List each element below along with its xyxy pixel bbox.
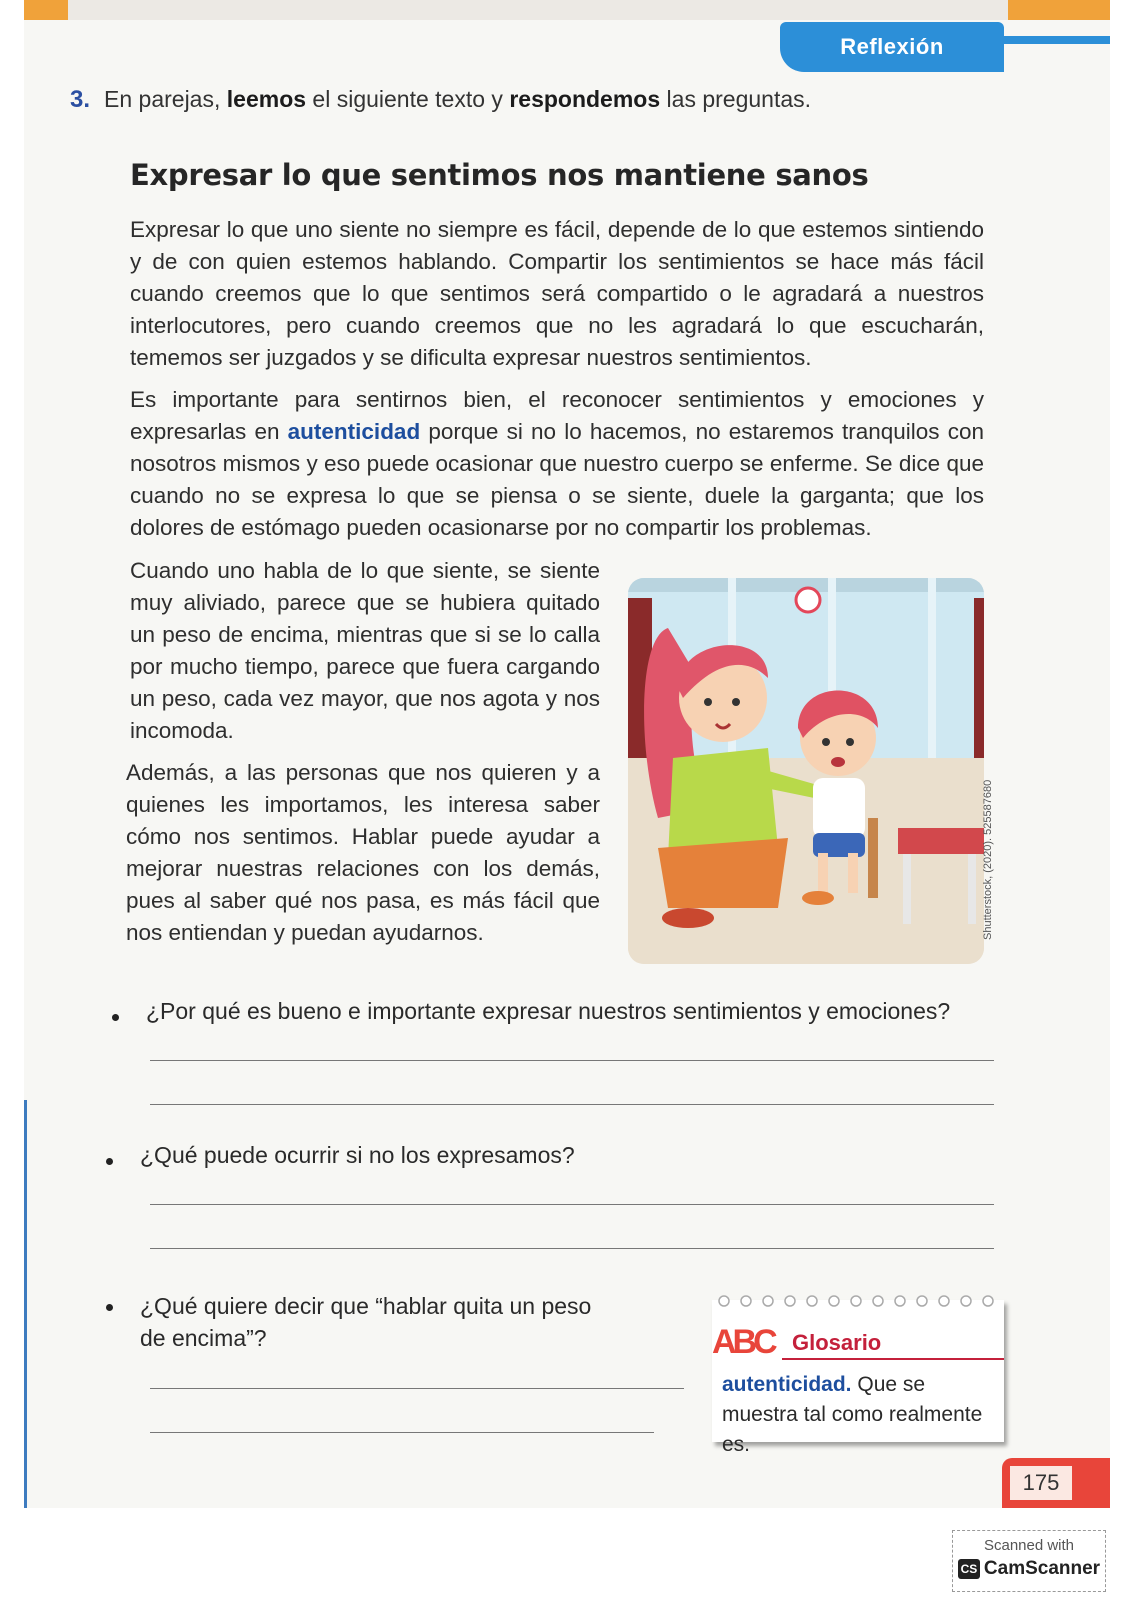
answer-line[interactable] <box>150 1432 654 1433</box>
instruction-bold: respondemos <box>509 86 661 112</box>
camscanner-logo-icon: CS <box>958 1559 980 1579</box>
glossary-definition: Que se muestra tal como realmente es. <box>722 1373 983 1456</box>
instruction-text: el siguiente texto y <box>306 86 510 112</box>
paragraph-1: Expresar lo que uno siente no siempre es fácil, depende de lo que estemos sintiendo y de con quien estemos hablando. Compartir los sentimientos se hace más fácil cuando creemos que lo que sentimos será compartido o le agradará a nuestros interlocutores, pero cuando creemos que no les agradará lo que escucharán, tememos ser juzgados y se dificulta expresar nuestros sentimientos. <box>130 217 984 370</box>
glossary-title: Glosario <box>792 1330 882 1355</box>
answer-line[interactable] <box>150 1104 994 1105</box>
bullet <box>106 1158 113 1165</box>
activity-number: 3. <box>70 86 91 113</box>
paragraph-4: Además, a las personas que nos quieren y a quienes les importamos, les interesa saber cómo nos sentimos. Hablar puede ayudar a mejorar nuestras relaciones con los demás, pues al saber qué nos pasa, es más fácil que nos entiendan y puedan ayudarnos. <box>126 760 600 945</box>
brand-name: CamScanner <box>983 1558 1101 1579</box>
instruction-text: En parejas, <box>104 86 227 112</box>
activity-instruction <box>70 86 811 114</box>
question-3: ¿Qué quiere decir que “hablar quita un peso de encima”? <box>140 1293 592 1351</box>
paragraph-text: Es importante para sentirnos bien, el reconocer sentimientos y emociones y expresarlas en <box>130 387 984 444</box>
section-tab: Reflexión <box>780 22 1004 72</box>
top-decor-right <box>1008 0 1110 20</box>
question-2: ¿Qué puede ocurrir si no los expresamos? <box>140 1142 575 1168</box>
bullet <box>112 1014 119 1021</box>
instruction-bold: leemos <box>226 86 307 112</box>
spiral-binding-icon <box>712 1292 1004 1310</box>
glossary-term: autenticidad. <box>722 1373 852 1396</box>
answer-line[interactable] <box>150 1204 994 1205</box>
abc-logo-icon: ABC <box>712 1323 774 1361</box>
answer-line[interactable] <box>150 1060 994 1061</box>
image-credit: Shutterstock, (2020). 525587680 <box>982 779 994 940</box>
section-tab-bar <box>1004 36 1110 44</box>
bullet <box>106 1304 113 1311</box>
paragraph-text: porque si no lo hacemos, no estaremos tranquilos con nosotros mismos y eso puede ocasionar que nuestro cuerpo se enferme. Se dice que cuando no se expresa lo que se piensa o se siente, duele la garganta; que los dolores de estómago pueden ocasionarse por no compartir los problemas. <box>130 419 984 540</box>
paragraph-3: Cuando uno habla de lo que siente, se siente muy aliviado, parece que se hubiera quitado un peso de encima, mientras que si se lo calla por mucho tiempo, parece que fuera cargando un peso, cada vez mayor, que nos agota y nos incomoda. <box>130 558 600 743</box>
watermark-text: Scanned with <box>983 1537 1075 1554</box>
top-decor-left <box>24 0 68 20</box>
glossary-underline <box>782 1358 1004 1360</box>
camscanner-watermark <box>952 1530 1106 1592</box>
question-1: ¿Por qué es bueno e importante expresar nuestros sentimientos y emociones? <box>146 998 951 1024</box>
page-number-tab <box>1002 1458 1110 1508</box>
article-title: Expresar lo que sentimos nos mantiene sanos <box>130 158 869 192</box>
instruction-text: las preguntas. <box>660 86 812 112</box>
answer-line[interactable] <box>150 1388 684 1389</box>
paragraph-2 <box>130 384 984 544</box>
answer-line[interactable] <box>150 1248 994 1249</box>
glossary-term-link: autenticidad <box>287 419 421 444</box>
glossary-entry <box>722 1370 1002 1460</box>
top-decor-strip <box>68 0 1008 20</box>
left-margin-rule <box>24 1100 27 1508</box>
page-number: 175 <box>1010 1466 1072 1500</box>
glossary-box <box>712 1300 1004 1456</box>
watermark-brand <box>953 1558 1105 1580</box>
illustration-teacher-comforting-child <box>628 578 984 964</box>
